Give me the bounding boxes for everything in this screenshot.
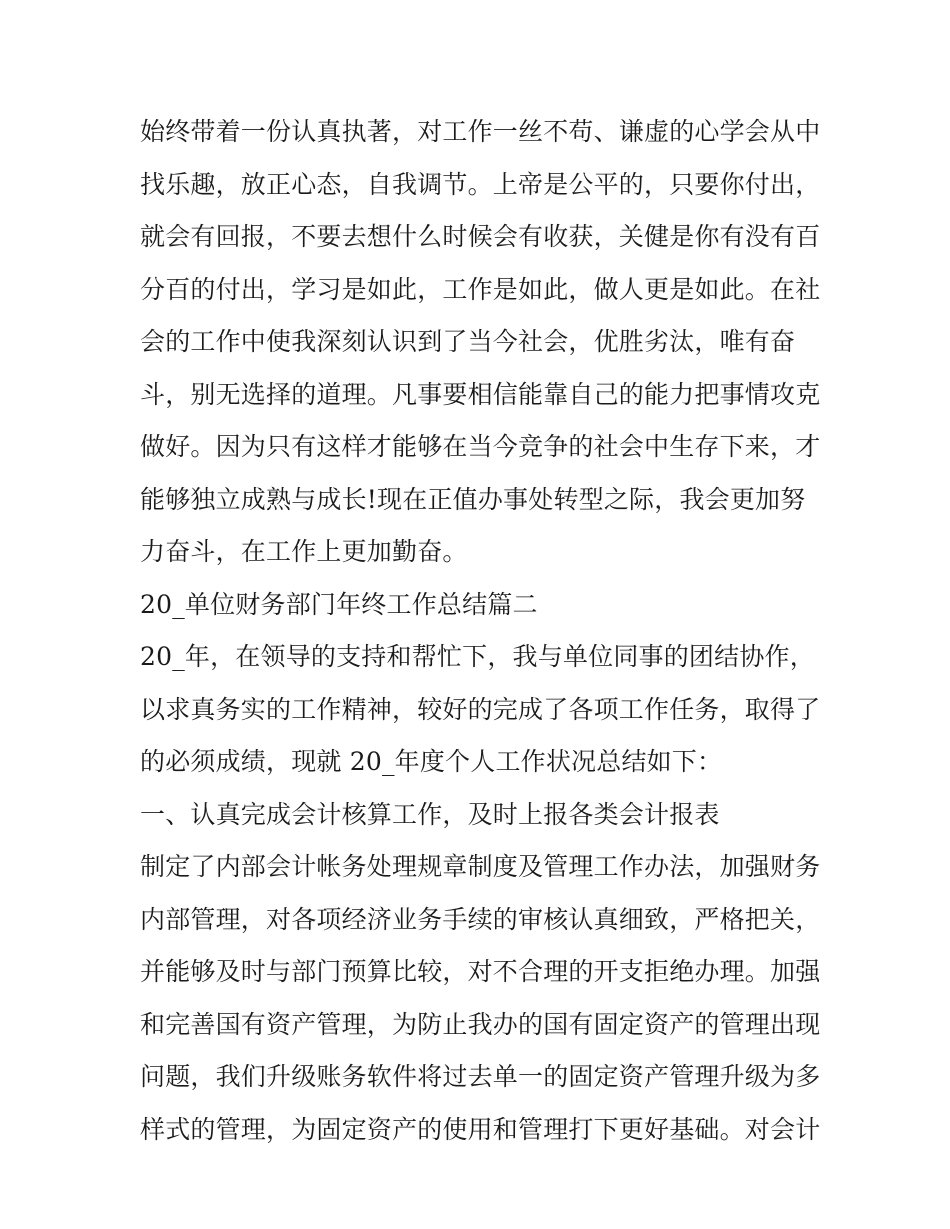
text-line: 分百的付出，学习是如此，工作是如此，做人更是如此。在社 xyxy=(140,274,821,304)
text-line: 内部管理，对各项经济业务手续的审核认真细致，严格把关， xyxy=(140,904,821,934)
section-heading: 20_单位财务部门年终工作总结篇二 xyxy=(140,589,538,619)
text-line: 找乐趣，放正心态，自我调节。上帝是公平的，只要你付出， xyxy=(140,169,821,199)
text-line: 制定了内部会计帐务处理规章制度及管理工作办法，加强财务 xyxy=(140,852,821,881)
text-line: 样式的管理，为固定资产的使用和管理打下更好基础。对会计 xyxy=(140,1114,821,1144)
text-line: 20_年，在领导的支持和帮忙下，我与单位同事的团结协作， xyxy=(140,642,815,671)
text-line: 力奋斗，在工作上更加勤奋。 xyxy=(140,537,468,566)
text-line: 的必须成绩，现就 20_年度个人工作状况总结如下： xyxy=(140,747,723,776)
text-line: 以求真务实的工作精神，较好的完成了各项工作任务，取得了 xyxy=(140,694,821,724)
text-line: 能够独立成熟与成长!现在正值办事处转型之际，我会更加努 xyxy=(140,484,806,514)
text-line: 斗，别无选择的道理。凡事要相信能靠自己的能力把事情攻克 xyxy=(140,379,821,409)
text-line: 问题，我们升级账务软件将过去单一的固定资产管理升级为多 xyxy=(140,1062,821,1091)
text-line: 并能够及时与部门预算比较，对不合理的开支拒绝办理。加强 xyxy=(140,957,821,986)
text-line: 会的工作中使我深刻认识到了当今社会，优胜劣汰，唯有奋 xyxy=(140,327,796,356)
text-line: 和完善国有资产管理，为防止我办的国有固定资产的管理出现 xyxy=(140,1009,821,1039)
subsection-heading: 一、认真完成会计核算工作，及时上报各类会计报表 xyxy=(140,799,720,829)
text-line: 始终带着一份认真执著，对工作一丝不苟、谦虚的心学会从中 xyxy=(140,117,821,146)
text-line: 就会有回报，不要去想什么时候会有收获，关健是你有没有百 xyxy=(140,222,821,251)
text-line: 做好。因为只有这样才能够在当今竞争的社会中生存下来，才 xyxy=(140,432,821,461)
document-body xyxy=(140,106,820,1156)
